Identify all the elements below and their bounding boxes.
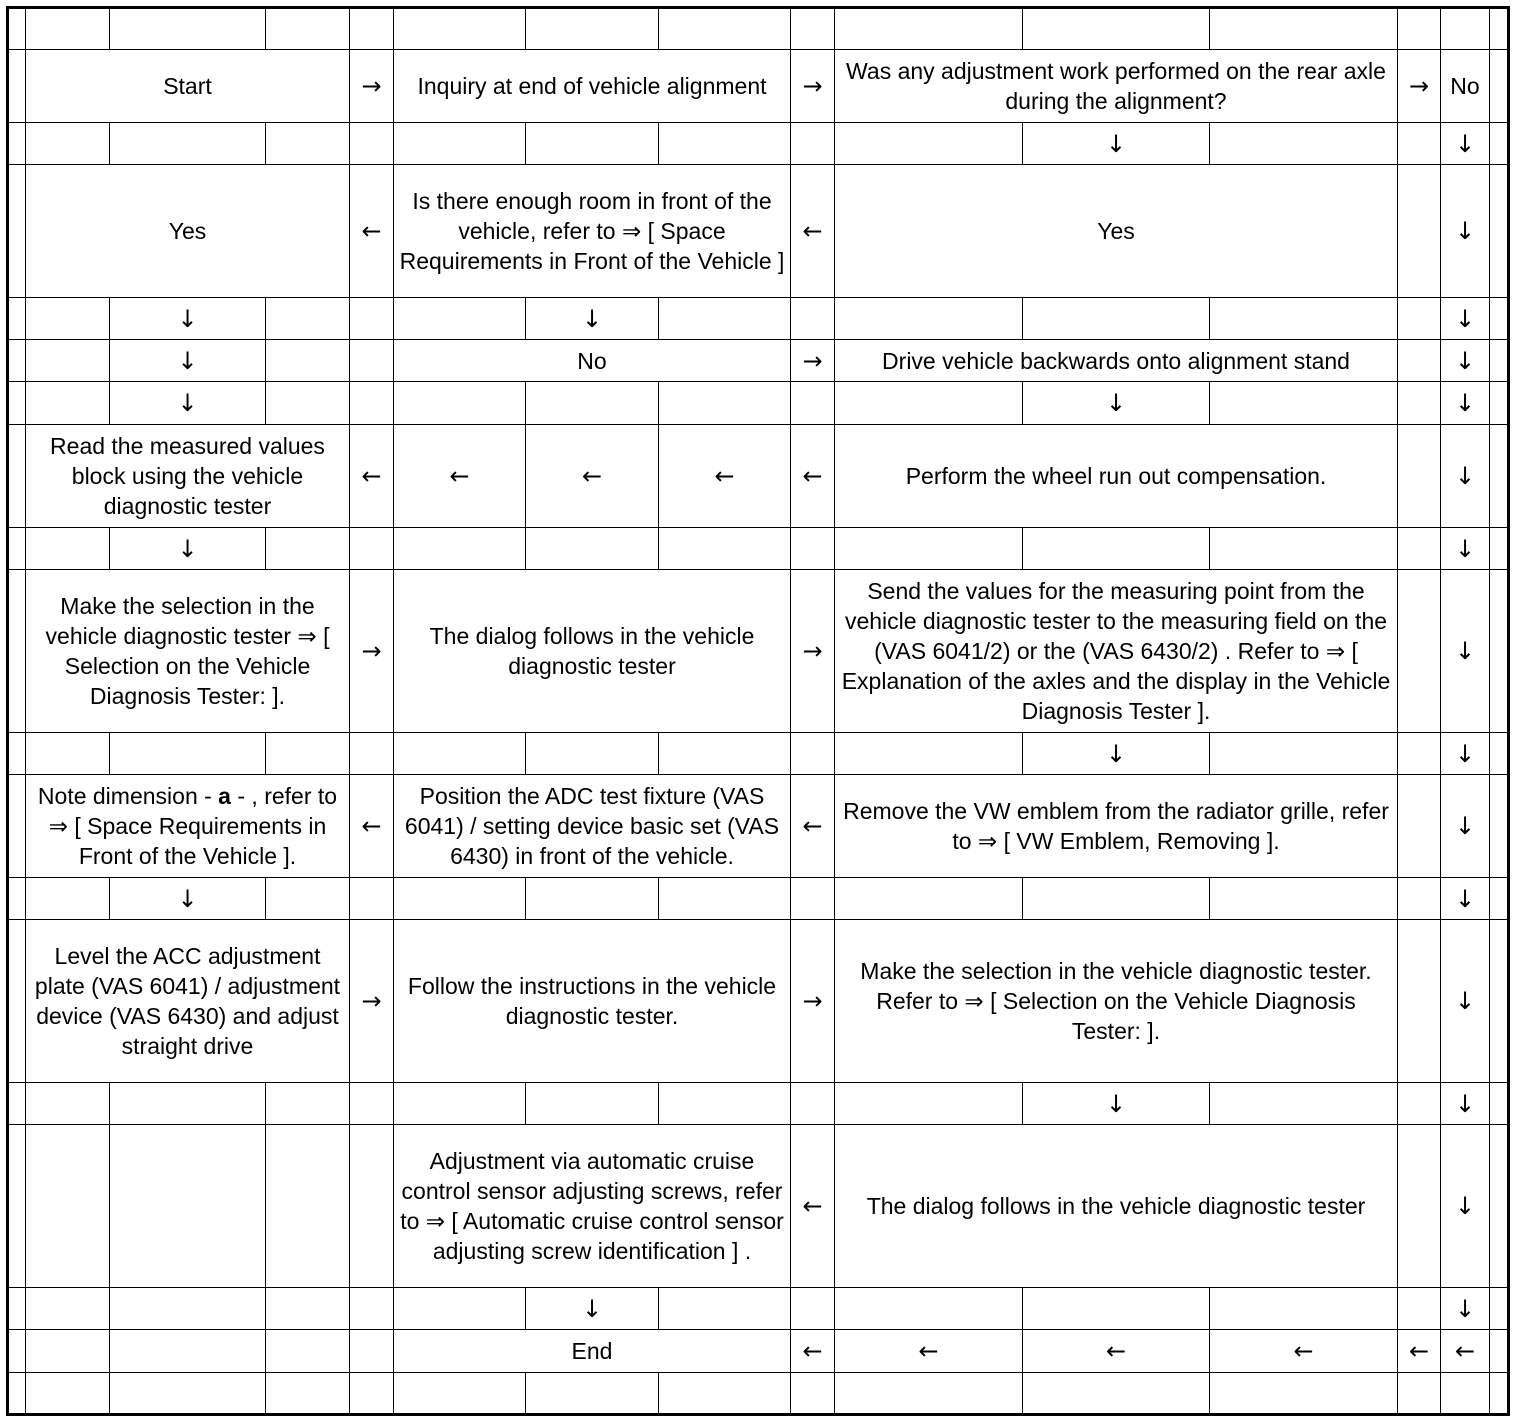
arrow-left: ←: [526, 425, 659, 528]
arrow-left: ←: [1023, 1330, 1210, 1373]
arrow-right: →: [791, 920, 835, 1083]
arrow-down: ↓: [1441, 920, 1490, 1083]
follow-instructions-node: Follow the instructions in the vehicle diagnostic tester.: [394, 920, 791, 1083]
connector-row: [8, 1083, 1509, 1125]
arrow-down: ↓: [1023, 123, 1210, 165]
make-selection-node: Make the selection in the vehicle diagnostic tester ⇒ [ Selection on the Vehicle Diagnosis Tester: ].: [26, 570, 350, 733]
arrow-down: ↓: [1441, 878, 1490, 920]
arrow-left: ←: [1398, 1330, 1441, 1373]
connector-row: [8, 123, 1509, 165]
connector-row: [8, 528, 1509, 570]
arrow-down: ↓: [1441, 1083, 1490, 1125]
flow-row: [8, 50, 1509, 123]
arrow-down: ↓: [1441, 165, 1490, 298]
arrow-down: ↓: [1023, 1083, 1210, 1125]
arrow-down: ↓: [1441, 775, 1490, 878]
read-values-node: Read the measured values block using the vehicle diagnostic tester: [26, 425, 350, 528]
arrow-left: ←: [350, 775, 394, 878]
arrow-down: ↓: [110, 878, 266, 920]
arrow-left: ←: [1210, 1330, 1398, 1373]
spacer-row: [8, 8, 1509, 50]
arrow-down: ↓: [1441, 123, 1490, 165]
connector-row: [8, 1288, 1509, 1330]
yes-node: Yes: [835, 165, 1398, 298]
flow-row: [8, 425, 1509, 528]
room-question-node: Is there enough room in front of the vehicle, refer to ⇒ [ Space Requirements in Front of the Vehicle ]: [394, 165, 791, 298]
arrow-right: →: [791, 570, 835, 733]
arrow-left: ←: [835, 1330, 1023, 1373]
flow-row: [8, 340, 1509, 382]
arrow-right: →: [350, 920, 394, 1083]
arrow-right: →: [1398, 50, 1441, 123]
alignment-flowchart: [6, 6, 1510, 1416]
dialog-node: The dialog follows in the vehicle diagnostic tester: [835, 1125, 1398, 1288]
level-plate-node: Level the ACC adjustment plate (VAS 6041) / adjustment device (VAS 6430) and adjust straight drive: [26, 920, 350, 1083]
rear-axle-question-node: Was any adjustment work performed on the rear axle during the alignment?: [835, 50, 1398, 123]
arrow-down: ↓: [110, 382, 266, 425]
arrow-left: ←: [791, 165, 835, 298]
arrow-down: ↓: [1441, 298, 1490, 340]
arrow-down: ↓: [110, 528, 266, 570]
position-fixture-node: Position the ADC test fixture (VAS 6041) / setting device basic set (VAS 6430) in front of the vehicle.: [394, 775, 791, 878]
flow-row: [8, 1330, 1509, 1373]
arrow-down: ↓: [526, 1288, 659, 1330]
connector-row: [8, 382, 1509, 425]
arrow-down: ↓: [1441, 382, 1490, 425]
arrow-down: ↓: [526, 298, 659, 340]
arrow-left: ←: [791, 1330, 835, 1373]
make-selection-node: Make the selection in the vehicle diagnostic tester. Refer to ⇒ [ Selection on the Vehicle Diagnosis Tester: ].: [835, 920, 1398, 1083]
arrow-down: ↓: [1441, 570, 1490, 733]
arrow-left: ←: [791, 425, 835, 528]
spacer-row: [8, 1373, 1509, 1415]
no-node: No: [394, 340, 791, 382]
arrow-left: ←: [1441, 1330, 1490, 1373]
connector-row: [8, 878, 1509, 920]
adjustment-screws-node: Adjustment via automatic cruise control sensor adjusting screws, refer to ⇒ [ Automatic cruise control sensor adjusting screw identification ] .: [394, 1125, 791, 1288]
arrow-down: ↓: [1023, 382, 1210, 425]
arrow-down: ↓: [1441, 340, 1490, 382]
remove-emblem-node: Remove the VW emblem from the radiator grille, refer to ⇒ [ VW Emblem, Removing ].: [835, 775, 1398, 878]
flow-row: [8, 775, 1509, 878]
drive-backwards-node: Drive vehicle backwards onto alignment stand: [835, 340, 1398, 382]
arrow-left: ←: [350, 425, 394, 528]
flow-row: [8, 1125, 1509, 1288]
arrow-down: ↓: [1441, 528, 1490, 570]
arrow-left: ←: [350, 165, 394, 298]
yes-node: Yes: [26, 165, 350, 298]
arrow-right: →: [791, 50, 835, 123]
arrow-down: ↓: [1023, 733, 1210, 775]
dimension-a-label: a: [218, 783, 231, 809]
arrow-left: ←: [791, 1125, 835, 1288]
inquiry-node: Inquiry at end of vehicle alignment: [394, 50, 791, 123]
arrow-down: ↓: [1441, 1288, 1490, 1330]
arrow-down: ↓: [110, 340, 266, 382]
arrow-left: ←: [791, 775, 835, 878]
arrow-left: ←: [659, 425, 791, 528]
note-dimension-node: Note dimension - a - , refer to ⇒ [ Space Requirements in Front of the Vehicle ].: [26, 775, 350, 878]
arrow-down: ↓: [110, 298, 266, 340]
arrow-down: ↓: [1441, 1125, 1490, 1288]
connector-row: [8, 733, 1509, 775]
flow-row: [8, 920, 1509, 1083]
start-node: Start: [26, 50, 350, 123]
arrow-right: →: [791, 340, 835, 382]
runout-node: Perform the wheel run out compensation.: [835, 425, 1398, 528]
connector-row: [8, 298, 1509, 340]
arrow-down: ↓: [1441, 733, 1490, 775]
arrow-right: →: [350, 50, 394, 123]
flow-row: [8, 165, 1509, 298]
arrow-down: ↓: [1441, 425, 1490, 528]
arrow-left: ←: [394, 425, 526, 528]
send-values-node: Send the values for the measuring point from the vehicle diagnostic tester to the measuring field on the (VAS 6041/2) or the (VAS 6430/2) . Refer to ⇒ [ Explanation of the axles and the display in the Vehicle Diagnosis Tester ].: [835, 570, 1398, 733]
flow-row: [8, 570, 1509, 733]
end-node: End: [394, 1330, 791, 1373]
no-label: No: [1441, 50, 1490, 123]
dialog-node: The dialog follows in the vehicle diagnostic tester: [394, 570, 791, 733]
arrow-right: →: [350, 570, 394, 733]
